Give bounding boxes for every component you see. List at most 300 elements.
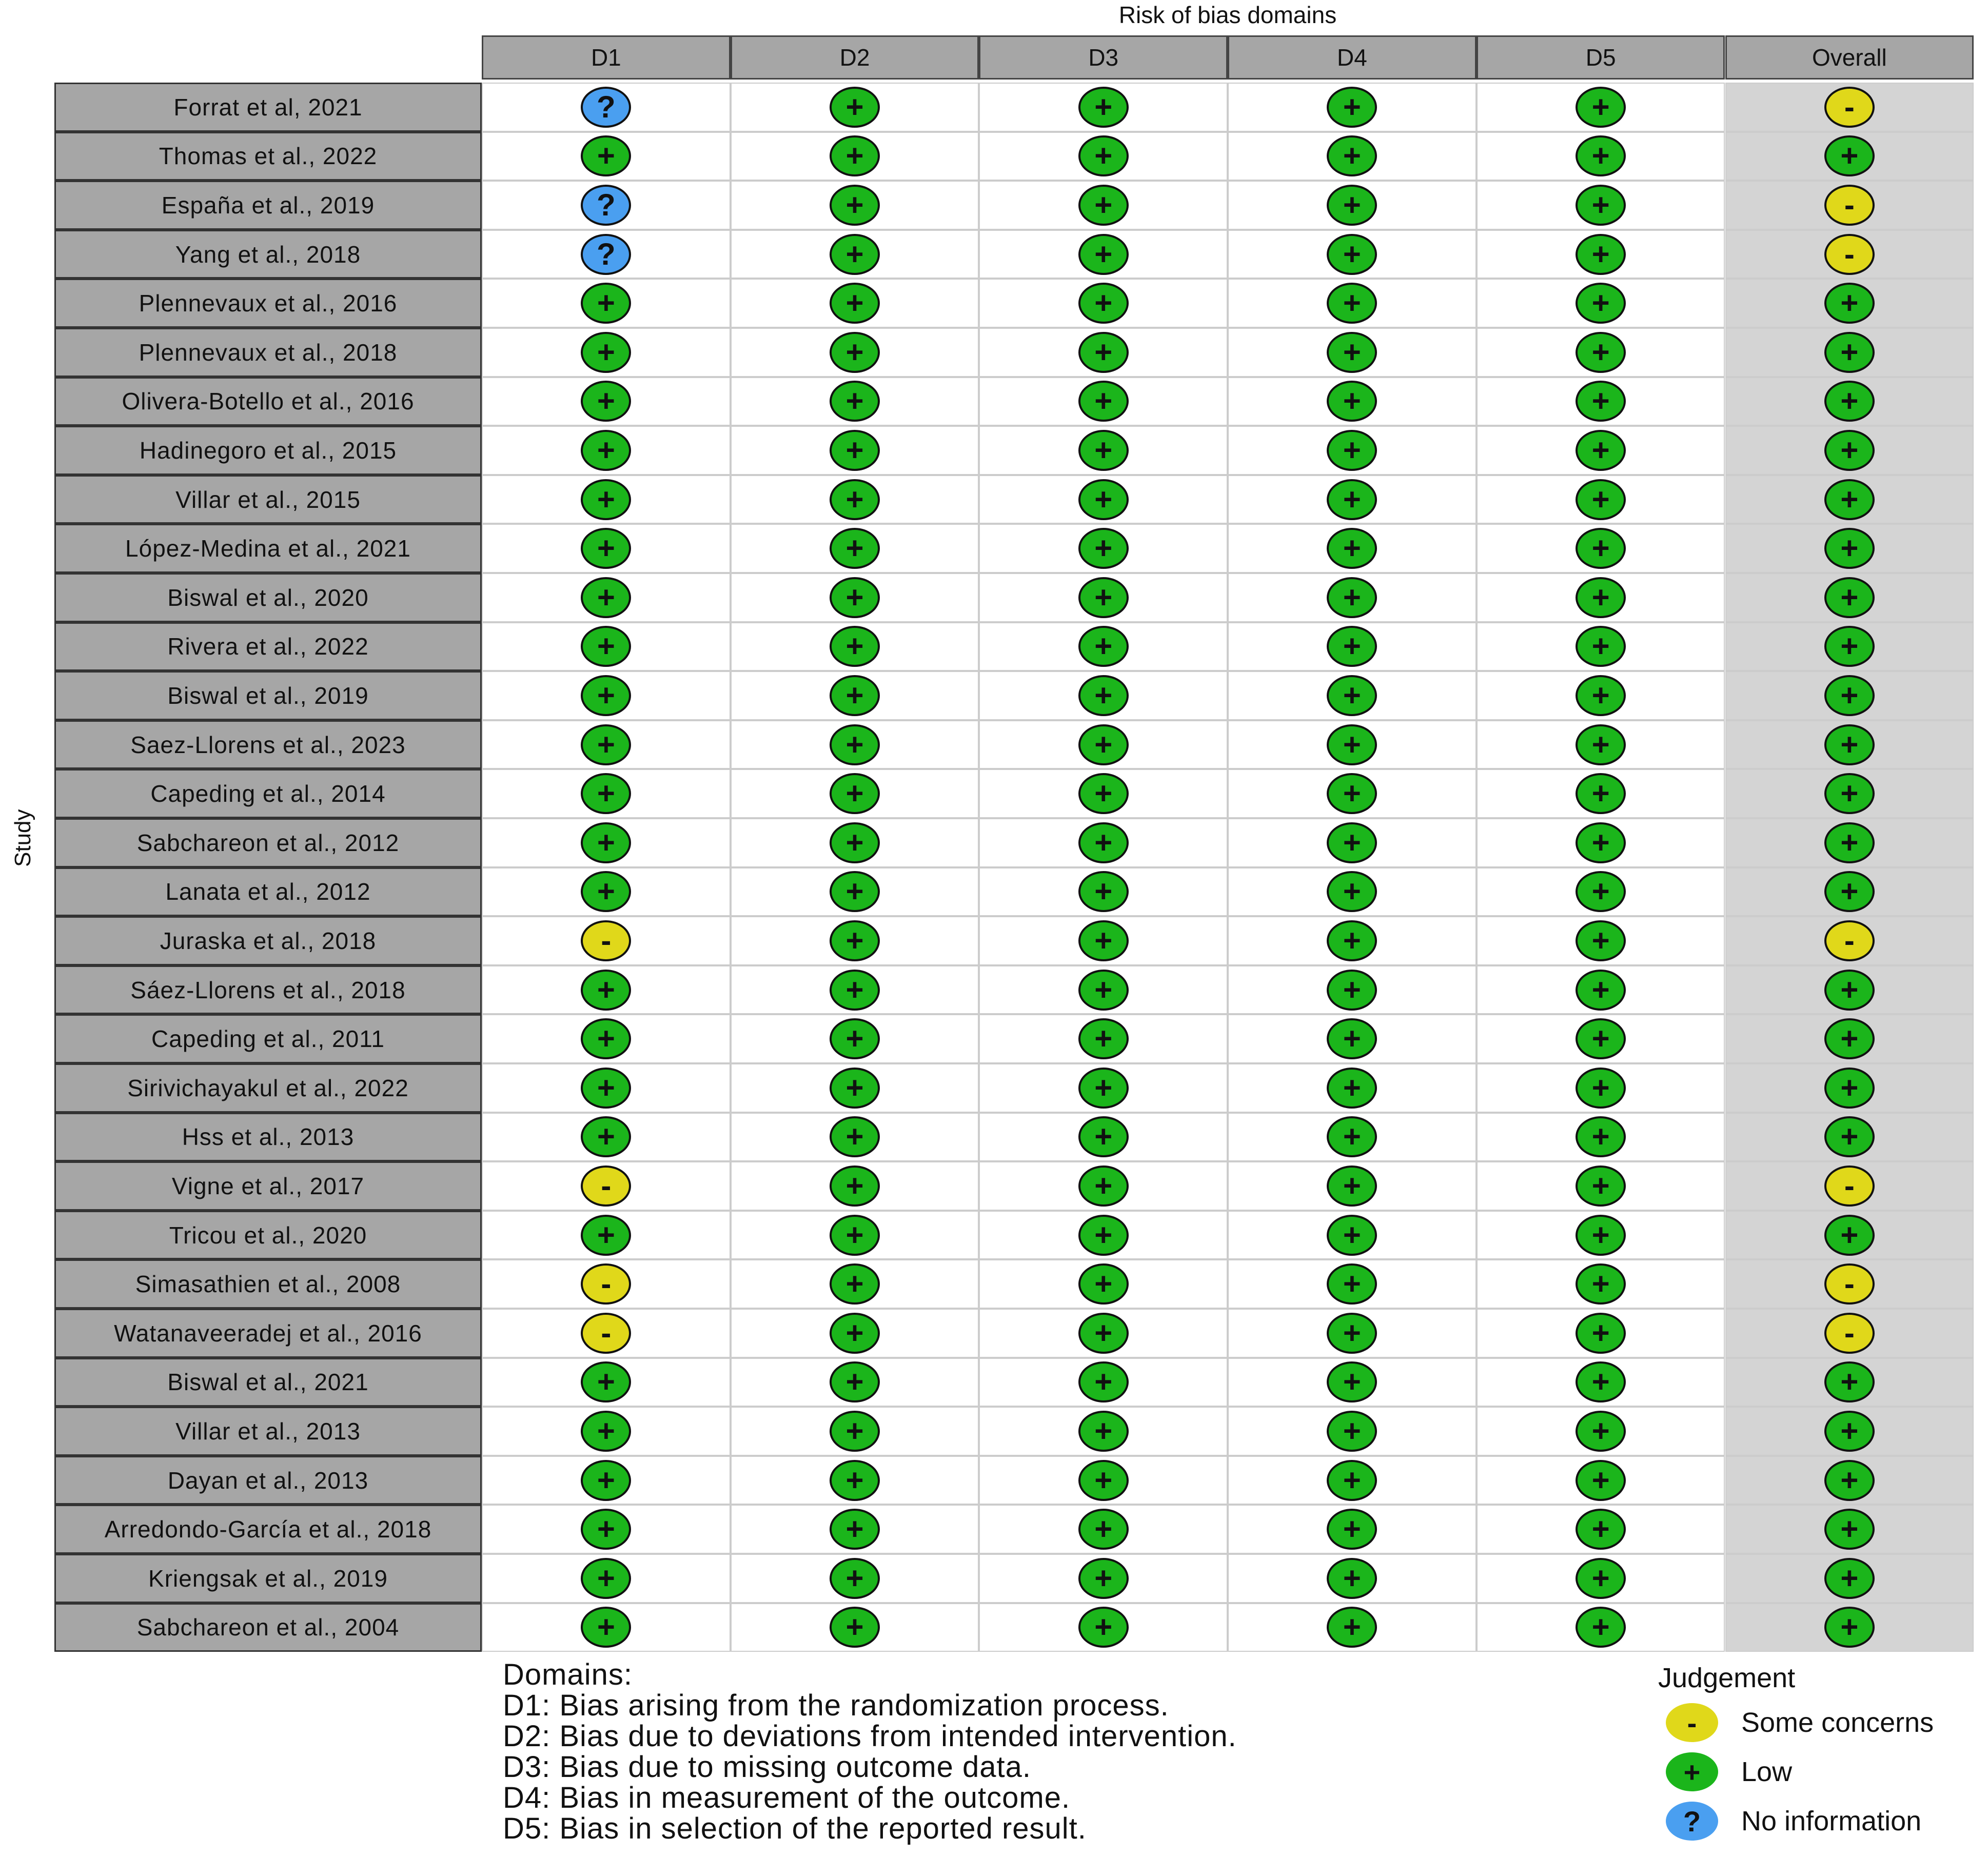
low-risk-icon: + [1078,675,1129,716]
judgement-cell [731,818,979,867]
judgement-cell [1725,524,1974,573]
low-risk-icon: + [1078,970,1129,1011]
judgement-cell [979,1407,1228,1456]
judgement-cell [482,622,731,671]
judgement-cell [1477,1505,1725,1554]
low-risk-icon: + [1576,871,1626,912]
judgement-cell [482,1456,731,1505]
judgement-cell [482,1014,731,1063]
judgement-cell [1477,181,1725,230]
low-risk-icon: + [830,675,880,716]
judgement-cell [731,1309,979,1358]
low-risk-icon: + [581,675,631,716]
judgement-cell [482,818,731,867]
low-risk-icon: + [830,1460,880,1501]
judgement-cell [1477,867,1725,917]
study-label: Villar et al., 2013 [54,1407,482,1456]
some-concerns-icon: - [581,920,631,961]
judgement-cell [1725,769,1974,818]
legend-item [1658,1698,1934,1747]
judgement-cell [1477,132,1725,181]
domain-d3: D3: Bias due to missing outcome data. [503,1750,1031,1784]
judgement-cell [1228,1505,1477,1554]
judgement-cell [1725,426,1974,475]
judgement-cell [979,1554,1228,1603]
low-risk-icon: + [1824,724,1875,765]
judgement-cell [482,671,731,720]
low-risk-icon: + [1078,1460,1129,1501]
judgement-cell [482,1603,731,1652]
low-risk-icon: + [1824,626,1875,667]
study-label: Yang et al., 2018 [54,230,482,279]
judgement-cell [1477,769,1725,818]
low-risk-icon: + [1824,1411,1875,1452]
judgement-cell [1725,818,1974,867]
judgement-cell [979,524,1228,573]
low-risk-icon: + [581,1607,631,1648]
judgement-cell [482,916,731,965]
low-risk-icon: + [1327,479,1377,520]
low-risk-icon: + [1327,1215,1377,1256]
some-concerns-icon: - [1824,185,1875,226]
study-label: Watanaveeradej et al., 2016 [54,1309,482,1358]
judgement-cell [1228,328,1477,377]
judgement-cell [979,1259,1228,1309]
low-risk-icon: + [1824,1068,1875,1109]
some-concerns-icon: - [581,1263,631,1305]
low-risk-icon: + [1078,1018,1129,1059]
low-risk-icon: + [1327,675,1377,716]
judgement-cell [1725,328,1974,377]
judgement-cell [979,1063,1228,1113]
low-risk-icon: + [830,822,880,863]
judgement-cell [482,965,731,1015]
judgement-cell [1228,1358,1477,1407]
judgement-cell [731,475,979,524]
judgement-cell [1477,1063,1725,1113]
low-risk-icon: + [1078,528,1129,569]
judgement-cell [1228,622,1477,671]
low-risk-icon: + [830,1018,880,1059]
column-header-d4: D4 [1228,35,1477,80]
study-label: Lanata et al., 2012 [54,867,482,917]
low-risk-icon: + [1078,626,1129,667]
study-label: Biswal et al., 2021 [54,1358,482,1407]
low-risk-icon: + [1078,1215,1129,1256]
low-risk-icon: + [581,626,631,667]
study-label: López-Medina et al., 2021 [54,524,482,573]
low-risk-icon: + [1576,1018,1626,1059]
study-label: Sabchareon et al., 2012 [54,818,482,867]
judgement-cell [1228,1113,1477,1162]
study-label: Dayan et al., 2013 [54,1456,482,1505]
low-risk-icon: + [1078,135,1129,176]
low-risk-icon: + [1327,626,1377,667]
study-label: Hss et al., 2013 [54,1113,482,1162]
low-risk-icon: + [1078,479,1129,520]
judgement-cell [1228,671,1477,720]
low-risk-icon: + [1078,1116,1129,1157]
study-label: Olivera-Botello et al., 2016 [54,377,482,426]
low-risk-icon: + [1327,1509,1377,1550]
judgement-cell [482,132,731,181]
low-risk-icon: + [581,1068,631,1109]
judgement-cell [979,1309,1228,1358]
y-axis-label: Study [10,809,35,867]
study-label: Sáez-Llorens et al., 2018 [54,965,482,1015]
study-label: Plennevaux et al., 2016 [54,279,482,328]
judgement-cell [482,1554,731,1603]
low-risk-icon: + [1824,135,1875,176]
study-label: Forrat et al, 2021 [54,83,482,132]
column-header-d5: D5 [1477,35,1725,80]
low-risk-icon: + [581,1509,631,1550]
judgement-cell [731,1358,979,1407]
low-risk-icon: + [1576,87,1626,128]
low-risk-icon: + [1327,1068,1377,1109]
judgement-cell [979,475,1228,524]
low-risk-icon: + [1824,1558,1875,1599]
low-risk-icon: + [1824,773,1875,814]
study-label: Biswal et al., 2019 [54,671,482,720]
legend-label: Some concerns [1741,1707,1934,1738]
low-risk-icon: + [830,773,880,814]
judgement-cell [1725,181,1974,230]
judgement-cell [731,181,979,230]
low-risk-icon: + [1576,920,1626,961]
judgement-cell [1228,132,1477,181]
judgement-cell [731,671,979,720]
judgement-cell [1725,965,1974,1015]
low-risk-icon: + [830,577,880,618]
low-risk-icon: + [1327,430,1377,471]
judgement-cell [1477,622,1725,671]
judgement-cell [1477,1161,1725,1211]
study-label: Capeding et al., 2011 [54,1014,482,1063]
low-risk-icon: + [1824,528,1875,569]
low-risk-icon: + [1576,1460,1626,1501]
low-risk-icon: + [1327,528,1377,569]
low-risk-icon: + [581,577,631,618]
judgement-cell [1228,230,1477,279]
low-risk-icon: + [1824,381,1875,422]
low-risk-icon: + [1576,1558,1626,1599]
judgement-cell [1228,965,1477,1015]
low-risk-icon: + [581,332,631,373]
low-risk-icon: + [1824,283,1875,324]
judgement-cell [1228,475,1477,524]
low-risk-icon: + [1576,234,1626,275]
study-label: Juraska et al., 2018 [54,916,482,965]
judgement-cell [1477,1554,1725,1603]
low-risk-icon: + [1327,185,1377,226]
low-risk-icon: + [1327,1460,1377,1501]
judgement-cell [1477,1309,1725,1358]
low-risk-icon: + [1824,479,1875,520]
low-risk-icon: + [1576,822,1626,863]
low-risk-icon: + [581,1558,631,1599]
judgement-cell [731,573,979,622]
judgement-cell [482,867,731,917]
low-risk-icon: + [1824,1607,1875,1648]
low-risk-icon: + [830,381,880,422]
judgement-cell [731,1603,979,1652]
judgement-cell [979,1603,1228,1652]
low-risk-icon: + [1666,1752,1718,1791]
low-risk-icon: + [1576,1068,1626,1109]
judgement-cell [482,1309,731,1358]
low-risk-icon: + [1576,1263,1626,1305]
low-risk-icon: + [830,185,880,226]
low-risk-icon: + [1824,675,1875,716]
judgement-cell [1477,671,1725,720]
study-label: Villar et al., 2015 [54,475,482,524]
low-risk-icon: + [1327,1313,1377,1354]
domain-d4: D4: Bias in measurement of the outcome. [503,1781,1071,1814]
low-risk-icon: + [830,920,880,961]
judgement-cell [1477,818,1725,867]
low-risk-icon: + [830,283,880,324]
low-risk-icon: + [1576,675,1626,716]
judgement-cell [1725,1259,1974,1309]
some-concerns-icon: - [1824,920,1875,961]
domains-key [503,1660,1237,1844]
low-risk-icon: + [1824,871,1875,912]
domain-d2: D2: Bias due to deviations from intended intervention. [503,1720,1237,1753]
judgement-cell [1477,524,1725,573]
low-risk-icon: + [1824,577,1875,618]
low-risk-icon: + [830,970,880,1011]
low-risk-icon: + [1824,970,1875,1011]
judgement-cell [1228,1259,1477,1309]
low-risk-icon: + [1078,234,1129,275]
judgement-cell [1228,524,1477,573]
some-concerns-icon: - [581,1313,631,1354]
legend-label: No information [1741,1806,1922,1836]
judgement-cell [979,1358,1228,1407]
low-risk-icon: + [1327,135,1377,176]
low-risk-icon: + [830,135,880,176]
study-label: Sirivichayakul et al., 2022 [54,1063,482,1113]
low-risk-icon: + [581,1361,631,1402]
low-risk-icon: + [1576,1313,1626,1354]
low-risk-icon: + [1078,185,1129,226]
low-risk-icon: + [830,626,880,667]
judgement-cell [731,1456,979,1505]
judgement-cell [1228,377,1477,426]
low-risk-icon: + [1078,822,1129,863]
low-risk-icon: + [1078,1361,1129,1402]
judgement-cell [482,1505,731,1554]
low-risk-icon: + [1576,381,1626,422]
judgement-cell [979,132,1228,181]
low-risk-icon: + [830,1263,880,1305]
low-risk-icon: + [581,1116,631,1157]
judgement-cell [979,230,1228,279]
some-concerns-icon: - [1824,234,1875,275]
low-risk-icon: + [1327,920,1377,961]
judgement-cell [1477,328,1725,377]
chart-title: Risk of bias domains [1118,2,1337,28]
judgement-cell [731,230,979,279]
low-risk-icon: + [1576,185,1626,226]
judgement-cell [1477,1113,1725,1162]
judgement-cell [1725,1358,1974,1407]
low-risk-icon: + [1327,1558,1377,1599]
some-concerns-icon: - [1824,87,1875,128]
low-risk-icon: + [1576,626,1626,667]
low-risk-icon: + [1824,822,1875,863]
domain-d1: D1: Bias arising from the randomization process. [503,1689,1169,1722]
judgement-cell [731,524,979,573]
low-risk-icon: + [830,1165,880,1207]
judgement-cell [1725,377,1974,426]
judgement-cell [979,328,1228,377]
judgement-cell [1228,1456,1477,1505]
judgement-cell [731,132,979,181]
judgement-cell [1228,279,1477,328]
low-risk-icon: + [1078,381,1129,422]
low-risk-icon: + [1078,1068,1129,1109]
judgement-cell [1725,230,1974,279]
study-label: Rivera et al., 2022 [54,622,482,671]
low-risk-icon: + [581,1460,631,1501]
judgement-cell [1228,867,1477,917]
judgement-cell [482,720,731,769]
judgement-cell [482,1358,731,1407]
judgement-cell [979,1505,1228,1554]
no-information-icon: ? [581,87,631,128]
no-information-icon: ? [1666,1802,1718,1841]
judgement-cell [482,1063,731,1113]
judgement-cell [482,426,731,475]
low-risk-icon: + [1576,332,1626,373]
legend-item [1658,1796,1934,1846]
judgement-cell [731,1554,979,1603]
low-risk-icon: + [1824,1460,1875,1501]
low-risk-icon: + [1078,87,1129,128]
judgement-cell [482,1259,731,1309]
study-label: Capeding et al., 2014 [54,769,482,818]
low-risk-icon: + [1576,1165,1626,1207]
low-risk-icon: + [830,1607,880,1648]
low-risk-icon: + [581,135,631,176]
some-concerns-icon: - [1824,1165,1875,1207]
some-concerns-icon: - [581,1165,631,1207]
judgement-cell [1725,1407,1974,1456]
judgement-cell [1725,1211,1974,1260]
judgement-cell [979,1456,1228,1505]
judgement-cell [731,622,979,671]
column-header-d1: D1 [482,35,731,80]
judgement-cell [482,279,731,328]
judgement-cell [979,1161,1228,1211]
study-label: Hadinegoro et al., 2015 [54,426,482,475]
judgement-cell [1228,1309,1477,1358]
judgement-cell [1725,1554,1974,1603]
judgement-cell [1228,1014,1477,1063]
judgement-cell [979,916,1228,965]
judgement-cell [482,475,731,524]
judgement-cell [731,720,979,769]
low-risk-icon: + [1576,1361,1626,1402]
judgement-cell [731,916,979,965]
low-risk-icon: + [830,1361,880,1402]
no-information-icon: ? [581,234,631,275]
judgement-cell [731,867,979,917]
judgement-cell [1725,1161,1974,1211]
low-risk-icon: + [1078,920,1129,961]
low-risk-icon: + [581,1018,631,1059]
judgement-cell [1477,1014,1725,1063]
low-risk-icon: + [1576,1215,1626,1256]
judgement-cell [482,1211,731,1260]
low-risk-icon: + [830,528,880,569]
low-risk-icon: + [1824,332,1875,373]
judgement-cell [1228,720,1477,769]
low-risk-icon: + [1327,1018,1377,1059]
judgement-cell [1477,573,1725,622]
low-risk-icon: + [1078,1558,1129,1599]
low-risk-icon: + [1576,1116,1626,1157]
low-risk-icon: + [1078,577,1129,618]
judgement-cell [482,377,731,426]
study-label: Biswal et al., 2020 [54,573,482,622]
low-risk-icon: + [830,87,880,128]
judgement-cell [1228,818,1477,867]
judgement-cell [979,573,1228,622]
low-risk-icon: + [830,1313,880,1354]
judgement-cell [1228,181,1477,230]
column-header-d3: D3 [979,35,1228,80]
judgement-cell [731,1505,979,1554]
judgement-cell [1477,426,1725,475]
low-risk-icon: + [1327,234,1377,275]
judgement-cell [482,1407,731,1456]
low-risk-icon: + [1327,724,1377,765]
legend [1658,1662,1934,1846]
low-risk-icon: + [1078,1509,1129,1550]
judgement-cell [1725,475,1974,524]
low-risk-icon: + [581,528,631,569]
judgement-cell [731,1161,979,1211]
judgement-cell [1725,1309,1974,1358]
judgement-cell [1725,573,1974,622]
low-risk-icon: + [1576,724,1626,765]
judgement-cell [1228,573,1477,622]
judgement-cell [979,965,1228,1015]
judgement-cell [979,1014,1228,1063]
column-header-overall: Overall [1725,35,1974,80]
judgement-cell [1477,1211,1725,1260]
judgement-cell [1725,1014,1974,1063]
judgement-cell [1477,1456,1725,1505]
judgement-cell [1477,1603,1725,1652]
judgement-cell [1725,1113,1974,1162]
low-risk-icon: + [1327,773,1377,814]
study-label: Sabchareon et al., 2004 [54,1603,482,1652]
judgement-cell [1725,671,1974,720]
low-risk-icon: + [1824,1018,1875,1059]
judgement-cell [1725,279,1974,328]
judgement-cell [731,328,979,377]
judgement-cell [1725,1505,1974,1554]
low-risk-icon: + [1824,1509,1875,1550]
judgement-cell [979,867,1228,917]
judgement-cell [731,83,979,132]
low-risk-icon: + [830,1116,880,1157]
study-label: España et al., 2019 [54,181,482,230]
